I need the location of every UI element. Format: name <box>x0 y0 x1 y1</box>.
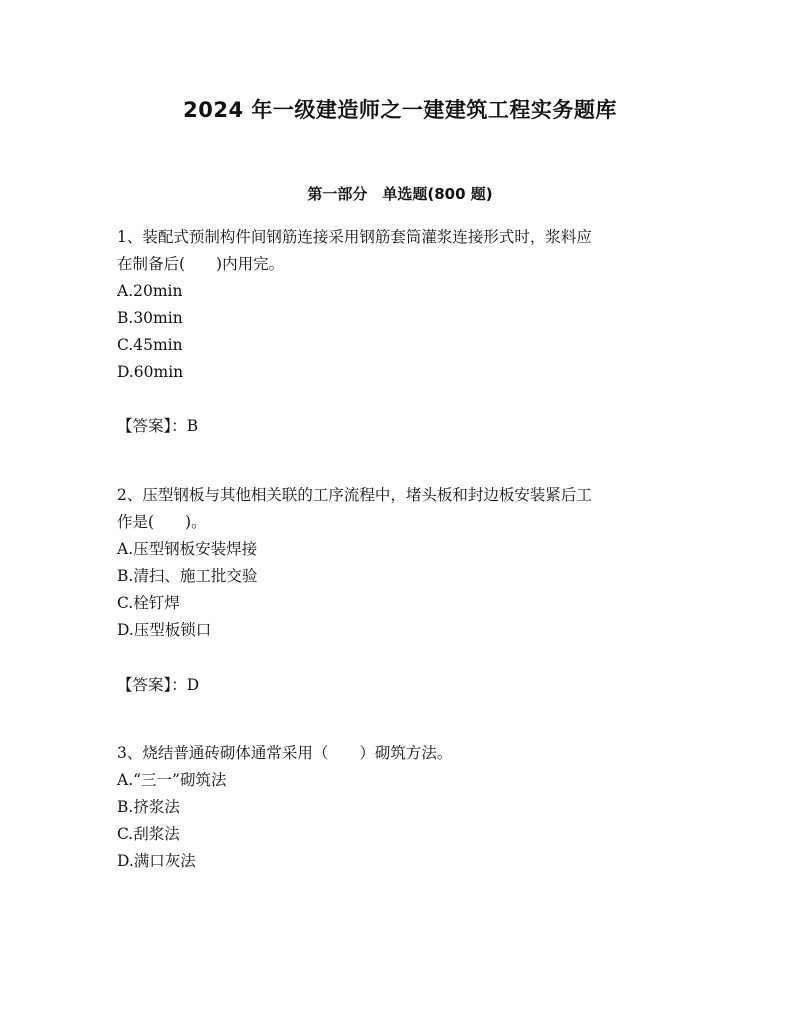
question-3-stem-line-1: 3、烧结普通砖砌体通常采用（ ）砌筑方法。 <box>117 744 453 762</box>
question-2-stem-line-1: 2、压型钢板与其他相关联的工序流程中，堵头板和封边板安装紧后工 <box>117 486 592 504</box>
question-3-option-c: C.刮浆法 <box>117 825 180 843</box>
question-1-option-c: C.45min <box>117 336 183 354</box>
question-2-stem-line-2: 作是( )。 <box>117 513 207 531</box>
question-2-option-a: A.压型钢板安装焊接 <box>117 540 258 558</box>
question-2 <box>117 482 689 644</box>
question-2-option-c: C.栓钉焊 <box>117 594 180 612</box>
question-3-option-a: A.“三一”砌筑法 <box>117 771 227 789</box>
question-1 <box>117 224 689 386</box>
document-title: 2024 年一级建造师之一建建筑工程实务题库 <box>183 98 617 122</box>
question-1-option-d: D.60min <box>117 363 184 381</box>
question-1-option-b: B.30min <box>117 309 183 327</box>
question-3-option-b: B.挤浆法 <box>117 798 180 816</box>
question-2-answer: 【答案】：D <box>117 676 200 694</box>
question-3-option-d: D.满口灰法 <box>117 852 196 870</box>
section-title: 第一部分 单选题(800 题) <box>307 185 493 203</box>
question-3 <box>117 740 689 875</box>
question-1-answer: 【答案】：B <box>117 417 199 435</box>
question-1-option-a: A.20min <box>117 282 183 300</box>
question-1-stem-line-2: 在制备后( )内用完。 <box>117 255 285 273</box>
question-2-option-b: B.清扫、施工批交验 <box>117 567 258 585</box>
question-1-stem-line-1: 1、装配式预制构件间钢筋连接采用钢筋套筒灌浆连接形式时，浆料应 <box>117 228 592 246</box>
question-2-option-d: D.压型板锁口 <box>117 621 212 639</box>
